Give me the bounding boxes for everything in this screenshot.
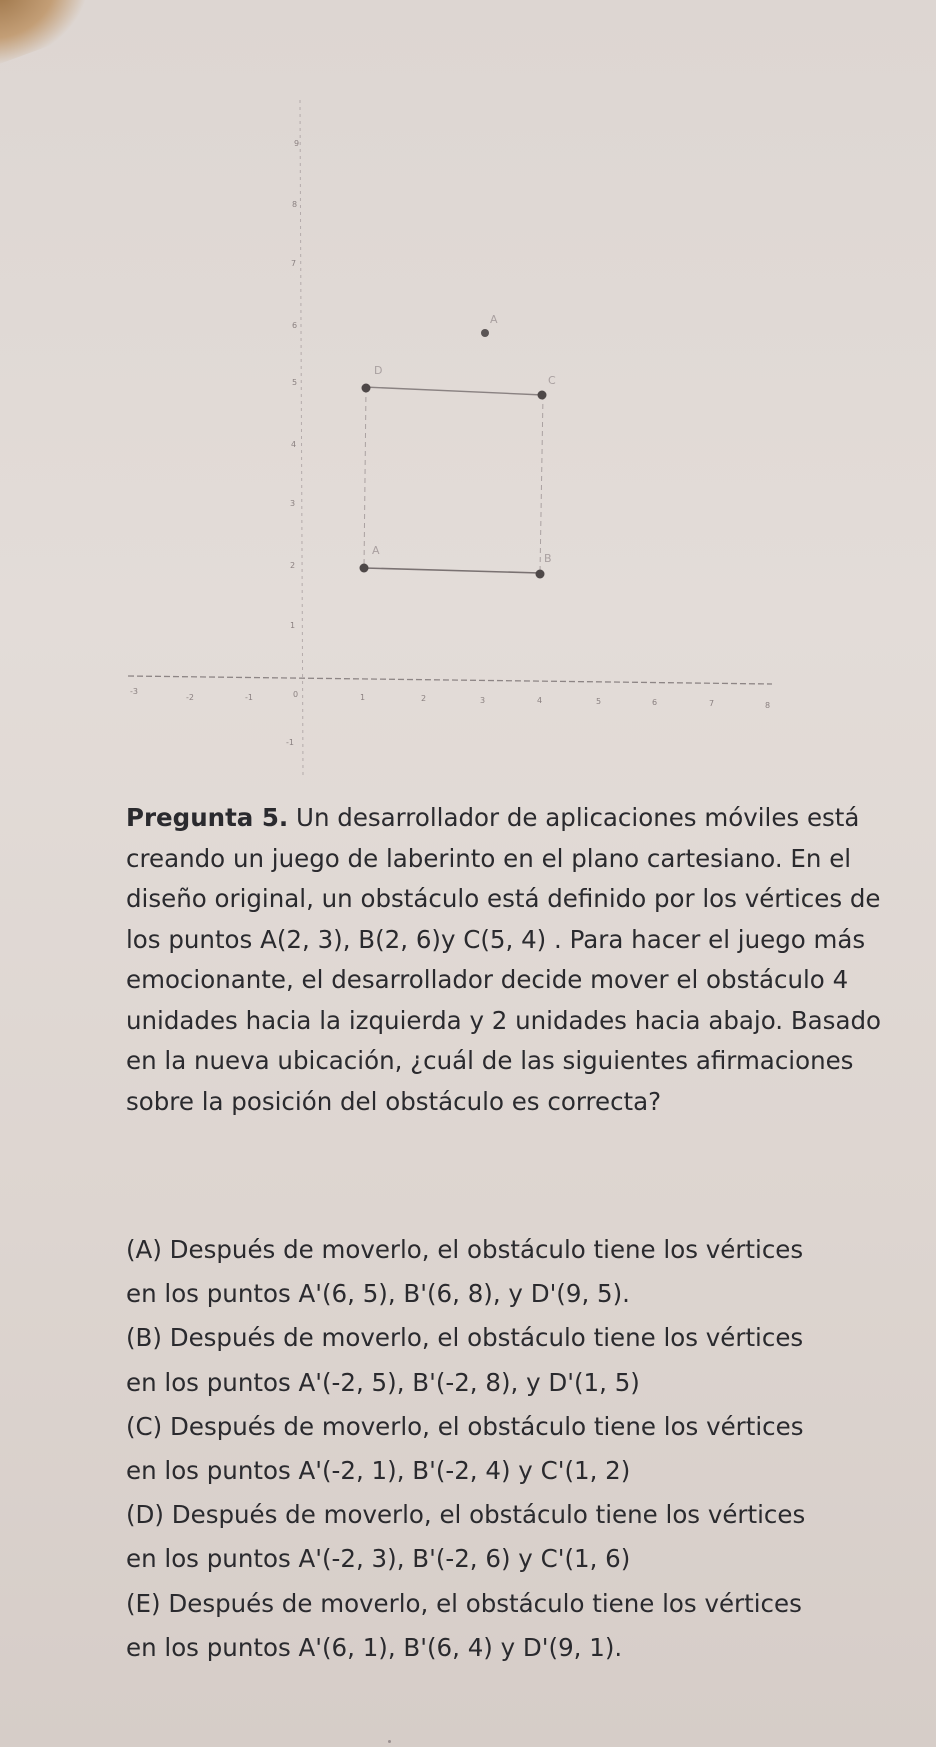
- paper-speck: [388, 1740, 391, 1743]
- point-b: [536, 570, 545, 579]
- edge-ab: [364, 568, 540, 573]
- option-b: [126, 1316, 906, 1404]
- y-tick-label: 9: [294, 139, 300, 148]
- point-label-d: D: [374, 364, 383, 377]
- y-tick-label: 3: [290, 499, 296, 508]
- y-tick-label: 2: [290, 561, 296, 570]
- option-e-line2: en los puntos A'(6, 1), B'(6, 4) y D'(9, 1).: [126, 1632, 623, 1662]
- x-tick-label: 3: [480, 696, 486, 705]
- x-axis: [128, 676, 772, 684]
- option-a-line2: en los puntos A'(6, 5), B'(6, 8), y D'(9, 5).: [126, 1279, 630, 1309]
- cartesian-plane-figure: [0, 0, 936, 790]
- x-tick-label: -1: [245, 693, 253, 702]
- point-label-b: B: [544, 552, 552, 565]
- option-e-line1: (E) Después de moverlo, el obstáculo tiene los vértices: [126, 1588, 802, 1618]
- question-text: [126, 798, 886, 1122]
- edge-cb: [540, 395, 543, 573]
- x-tick-label: -3: [130, 687, 138, 696]
- x-tick-label: 0: [293, 690, 299, 699]
- option-e: [126, 1582, 906, 1670]
- option-d-line1: (D) Después de moverlo, el obstáculo tiene los vértices: [126, 1500, 806, 1530]
- x-tick-label: 2: [421, 694, 427, 703]
- point-label-a: A: [372, 544, 380, 557]
- x-tick-label: 5: [596, 697, 602, 706]
- option-d-line2: en los puntos A'(-2, 3), B'(-2, 6) y C'(1, 6): [126, 1544, 631, 1574]
- x-tick-label: 1: [360, 693, 366, 702]
- point-label-a-upper: A: [490, 313, 498, 326]
- option-d: [126, 1493, 906, 1581]
- edge-dc: [364, 387, 543, 395]
- y-axis: [300, 100, 303, 775]
- option-c-line1: (C) Después de moverlo, el obstáculo tiene los vértices: [126, 1411, 804, 1441]
- question-label: Pregunta 5.: [126, 803, 289, 832]
- point-c: [538, 391, 547, 400]
- option-c-line2: en los puntos A'(-2, 1), B'(-2, 4) y C'(1, 2): [126, 1456, 631, 1486]
- option-a: [126, 1228, 906, 1316]
- x-tick-label: 7: [709, 699, 715, 708]
- x-tick-labels: [130, 687, 770, 710]
- x-tick-label: 8: [765, 701, 771, 710]
- x-tick-label: -2: [186, 693, 194, 702]
- y-tick-label: 1: [290, 621, 296, 630]
- y-tick-label: -1: [286, 738, 294, 747]
- point-label-c: C: [548, 374, 556, 387]
- y-tick-labels: [286, 139, 299, 747]
- obstacle-rectangle: [364, 387, 543, 573]
- point-a: [360, 564, 369, 573]
- edge-da: [364, 388, 366, 568]
- x-tick-label: 4: [537, 696, 543, 705]
- point-d: [362, 384, 371, 393]
- answer-options: [126, 1228, 906, 1670]
- option-c: [126, 1405, 906, 1493]
- y-tick-label: 5: [292, 378, 298, 387]
- point-a-upper: [481, 329, 489, 337]
- option-a-line1: (A) Después de moverlo, el obstáculo tiene los vértices: [126, 1235, 804, 1264]
- question-body: Un desarrollador de aplicaciones móviles está creando un juego de laberinto en el plano cartesiano. En el diseño original, un obstáculo está definido por los vértices de los puntos A(2, 3), B(2, 6)y C(5, 4) . Para hacer el juego más emocionante, el desarrollador decide mover el obstáculo 4 unidades hacia la izquierda y 2 unidades hacia abajo. Basado en la nueva ubicación, ¿cuál de las siguientes afirmaciones sobre la posición del obstáculo es correcta?: [126, 803, 882, 1116]
- y-tick-label: 8: [292, 200, 298, 209]
- y-tick-label: 4: [291, 440, 297, 449]
- x-tick-label: 6: [652, 698, 658, 707]
- y-tick-label: 7: [291, 259, 297, 268]
- option-b-line1: (B) Después de moverlo, el obstáculo tiene los vértices: [126, 1323, 804, 1353]
- option-b-line2: en los puntos A'(-2, 5), B'(-2, 8), y D'(1, 5): [126, 1367, 640, 1397]
- y-tick-label: 6: [292, 321, 298, 330]
